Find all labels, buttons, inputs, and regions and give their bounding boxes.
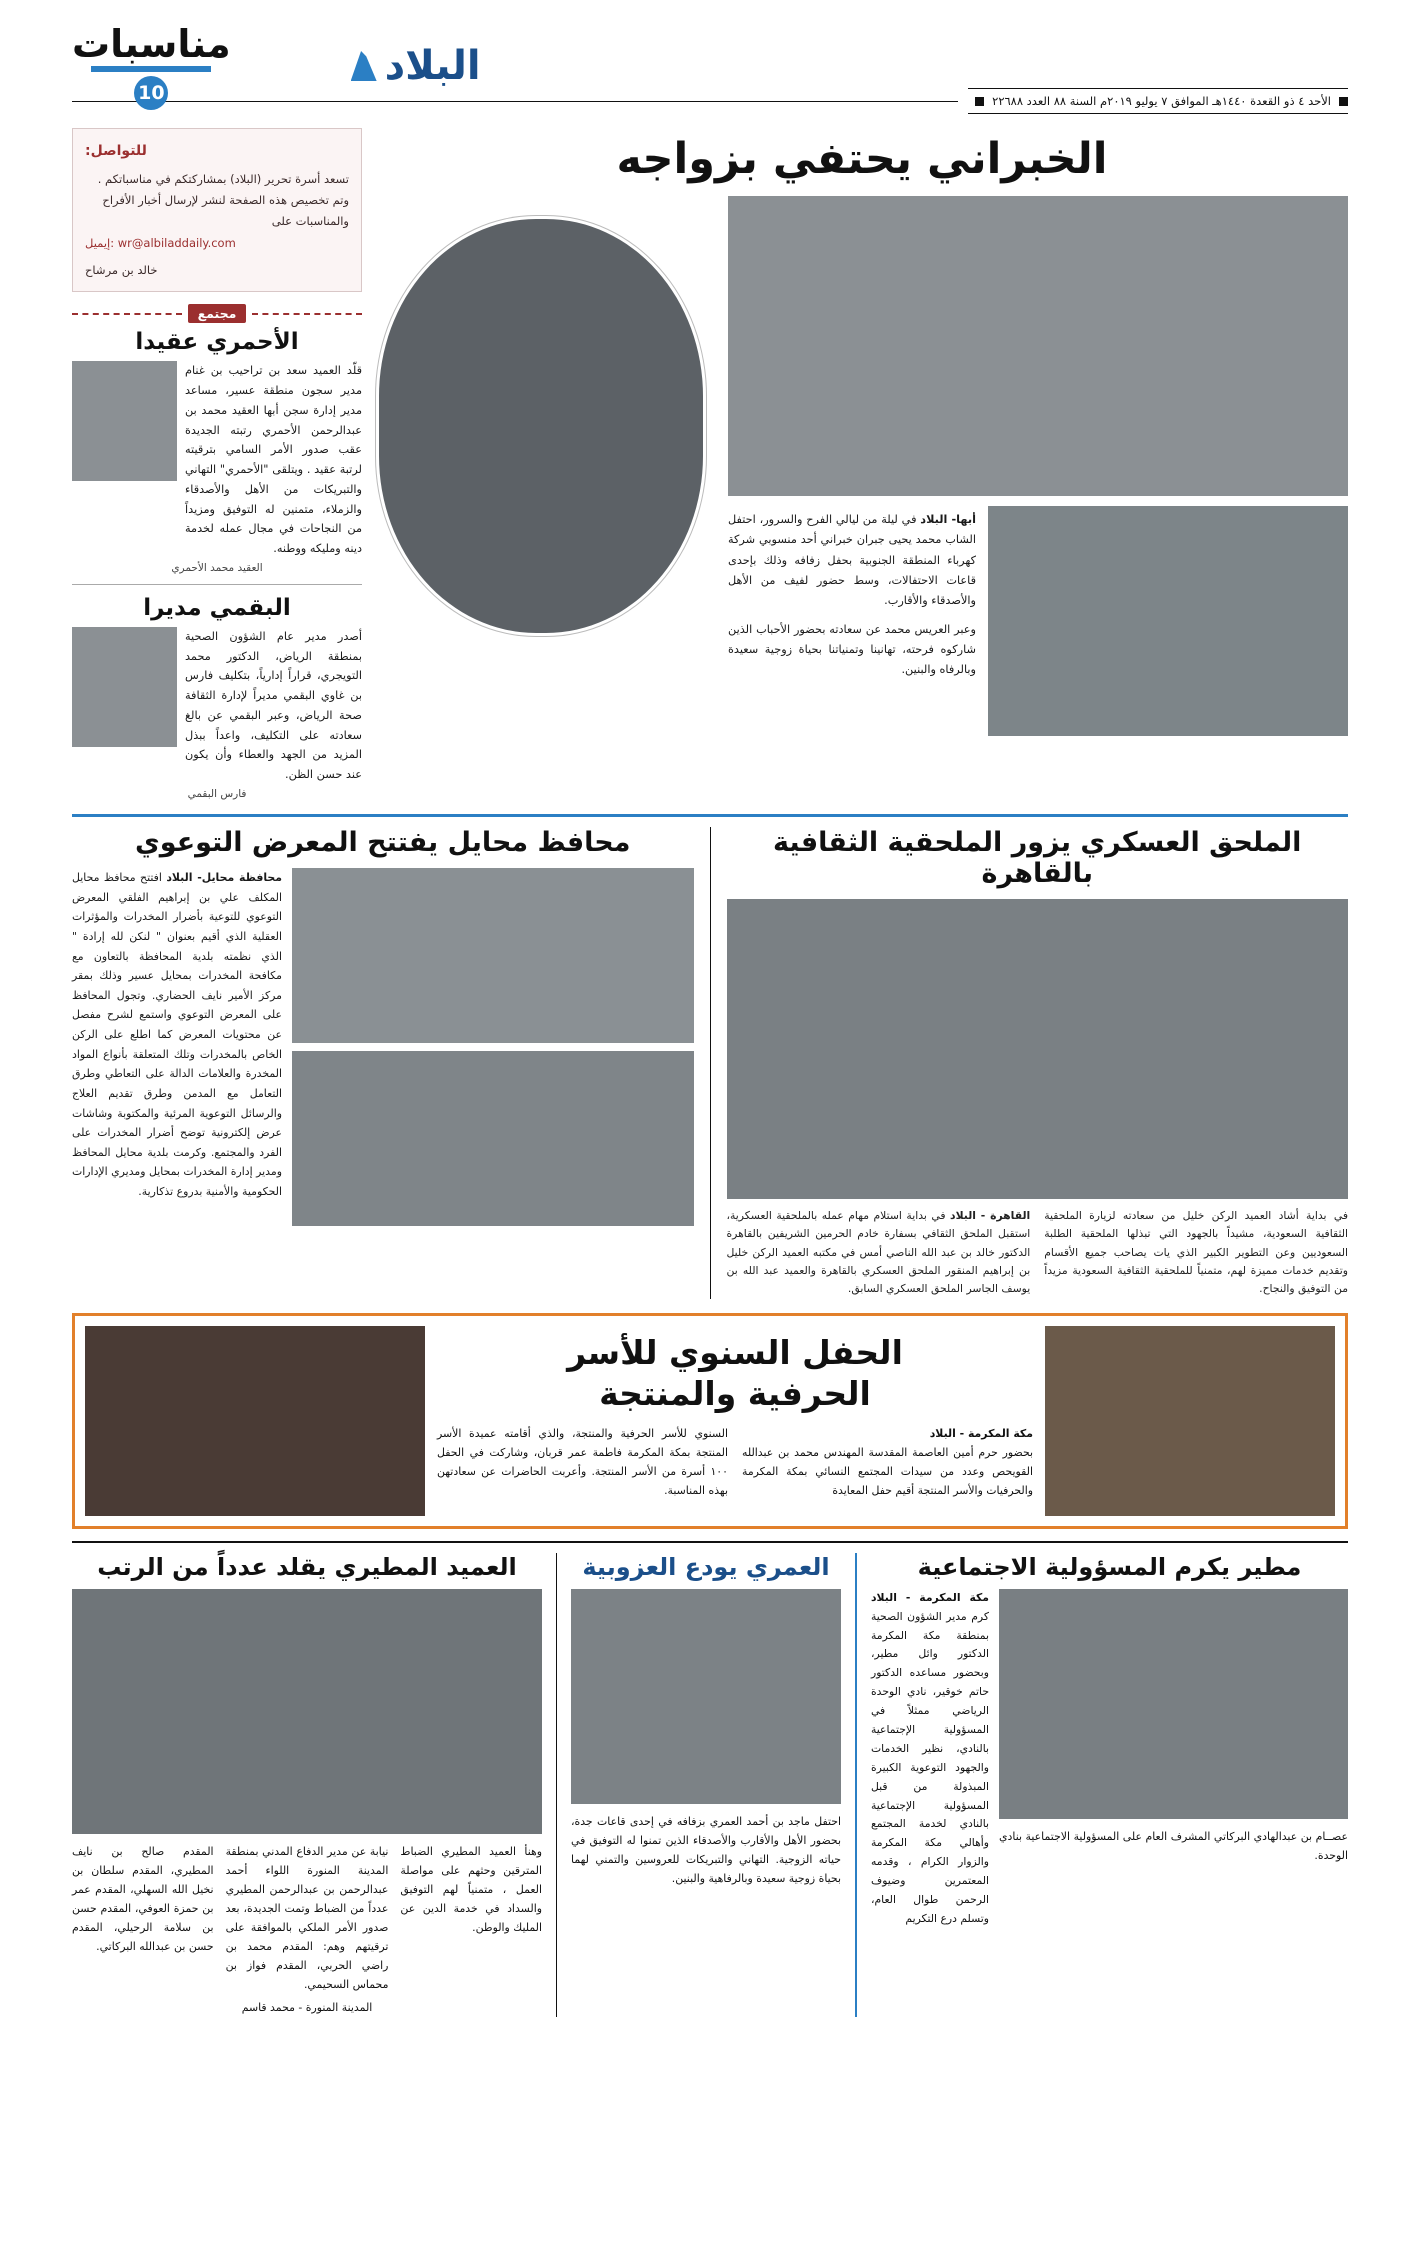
lead-secondary-photo <box>988 506 1348 736</box>
bottom-section <box>72 1553 1348 2018</box>
feature-col-right: بحضور حرم أمين العاصمة المقدسة المهندس محمد بن عبدالله القويحص وعدد من سيدات المجتمع النسائي بمكة المكرمة والحرفيات والأسر المنتجة أقيم حفل المعايدة <box>742 1446 1033 1498</box>
feature-box-annual-families <box>72 1313 1348 1529</box>
contact-signature: خالد بن مرشاح <box>85 262 158 277</box>
bullet-icon <box>975 97 984 106</box>
article-photo <box>999 1589 1348 1819</box>
article-dateline: القاهرة - البلاد <box>950 1209 1031 1222</box>
section-divider-blue <box>72 814 1348 817</box>
side-article-caption: فارس البقمي <box>187 788 247 800</box>
mid-section <box>72 827 1348 1299</box>
article-caption: في بداية أشاد العميد الركن خليل من سعادته لزيارة الملحقية الثقافية السعودية، مشيداً بالجهود التي تبذلها الملحقية الطلبة السعوديين وعن التطوير الكبير الذي يات يصاحب جميع الأقسام وتقديم خدمات مميزة لهم، متمنياً للملحقية الثقافية السعودية مزيداً من التوفيق والنجاح. <box>1044 1209 1348 1296</box>
feature-dateline: مكة المكرمة - البلاد <box>929 1427 1033 1441</box>
article-body: احتفل ماجد بن أحمد العمري بزفافه في إحدى قاعات جدة، بحضور الأهل والأقارب والأصدقاء الذين تمنوا له التوفيق في حياته الزوجية. التهاني والتبريكات للعروسين والتمني لهما بحياة زوجية سعيدة وبالرفاهية والبنين. <box>571 1814 841 1885</box>
divider <box>72 584 362 585</box>
dateline-text: الأحد ٤ ذو القعدة ١٤٤٠هـ الموافق ٧ يوليو ٢٠١٩م السنة ٨٨ العدد ٢٢٦٨٨ <box>992 94 1331 108</box>
feature-headline <box>437 1332 1033 1415</box>
article-dateline: مكة المكرمة - البلاد <box>871 1590 989 1604</box>
column-divider <box>556 1553 557 2018</box>
contact-title: للتواصل: <box>85 143 147 159</box>
section-header <box>72 22 231 110</box>
article-alomari-wedding <box>571 1553 841 2018</box>
article-headline: الملحق العسكري يزور الملحقية الثقافية بالقاهرة <box>773 827 1302 889</box>
side-article-caption: العقيد محمد الأحمري <box>171 561 263 574</box>
feature-photo-left <box>85 1326 425 1516</box>
article-photo <box>72 1589 542 1834</box>
tag-dash-left <box>252 313 362 315</box>
sidebar-column <box>72 128 362 800</box>
feature-photo-right <box>1045 1326 1335 1516</box>
feature-headline-line2: الحرفية والمنتجة <box>599 1373 871 1413</box>
society-tag-label: مجتمع <box>188 304 247 323</box>
contact-body: تسعد أسرة تحرير (البلاد) بمشاركتكم في مناسباتكم . وتم تخصيص هذه الصفحة لنشر لإرسال أخبار الأفراح والمناسبات على <box>97 171 349 229</box>
issue-dateline <box>968 88 1348 114</box>
page-number-badge: 10 <box>134 76 168 110</box>
section-title: مناسبات <box>72 22 231 66</box>
article-body: كرم مدير الشؤون الصحية بمنطقة مكة المكرمة الدكتور وائل مطير، وبحضور مساعده الدكتور حاتم خوقير، نادي الوحدة الرياضي ممثلاً في المسؤولية الإجتماعية بالنادي، نظير الخدمات والجهود التوعوية الكبيرة المبذولة من قبل المسؤولية الإجتماعية بالنادي لخدمة المجتمع وأهالي مكة المكرمة والزوار الكرام ، وقدمه المعتمرين وضيوف الرحمن طوال العام، وتسلم درع التكريم <box>871 1609 989 1925</box>
logo-mark-icon <box>351 51 377 81</box>
article-col-4: وهنأ العميد المطيري الضباط المترقين وحثهم على مواصلة العمل ، متمنياً لهم التوفيق والسداد في خدمة الدين عن المليك والوطن. <box>400 1844 542 1935</box>
section-rule <box>91 66 211 72</box>
article-col-2: نيابة عن مدير الدفاع المدني بمنطقة المدينة المنورة اللواء أحمد عبدالرحمن بن عبدالرحمن المطيري عدداً من الضباط وتمت الجديدة، بعد صدور الأمر الملكي بالموافقة على ترقيتهم وهم: المقدم محمد بن راضي الحربي، المقدم فواز بن محماس السحيمي. <box>225 1844 389 1992</box>
article-headline: العميد المطيري يقلد عدداً من الرتب <box>97 1552 517 1581</box>
article-mahayel-exhibition <box>72 827 694 1299</box>
contact-email[interactable] <box>85 233 349 254</box>
section-divider-black <box>72 1541 1348 1543</box>
article-caption: عصــام بن عبدالهادي البركاتي المشرف العام على المسؤولية الاجتماعية بنادي الوحدة. <box>999 1829 1348 1862</box>
contact-box <box>72 128 362 292</box>
top-area <box>72 128 1348 800</box>
article-headline: العمري يودع العزوبية <box>582 1552 830 1581</box>
side-article-alahmari <box>72 329 362 574</box>
lead-story <box>376 128 1348 800</box>
article-photo <box>727 899 1349 1199</box>
newspaper-logo <box>351 43 481 89</box>
lead-body-1: في ليلة من ليالي الفرح والسرور، احتفل الشاب محمد يحيى جبران خبراني أحد منسوبي شركة كهرباء المنطقة الجنوبية بحفل زفافه وذلك بإحدى قاعات الاحتفالات، وسط حضور لفيف من الأهل والأصدقاء والأقارب. <box>728 513 976 608</box>
tag-dash-right <box>72 313 182 315</box>
article-headline: محافظ محايل يفتتح المعرض التوعوي <box>135 827 631 858</box>
column-divider <box>710 827 711 1299</box>
article-headline: مطير يكرم المسؤولية الاجتماعية <box>917 1552 1302 1581</box>
article-dateline: محافظة محايل- البلاد <box>166 871 283 884</box>
side-article-headline: الأحمري عقيدا <box>135 329 299 356</box>
feature-headline-line1: الحفل السنوي للأسر <box>567 1332 903 1372</box>
side-article-albaqami <box>72 595 362 800</box>
article-military-attache <box>727 827 1349 1299</box>
contact-email-address: wr@albiladdaily.com <box>117 235 236 250</box>
article-photo-bottom <box>292 1051 694 1226</box>
lead-headline: الخبراني يحتفي بزواجه <box>616 134 1108 184</box>
society-section-tag <box>72 304 362 323</box>
article-mateer-honors <box>871 1553 1348 2018</box>
side-article-headline: البقمي مديرا <box>143 594 291 621</box>
bullet-icon <box>1339 97 1348 106</box>
article-photo <box>571 1589 841 1804</box>
contact-email-label: إيميل: <box>85 235 115 250</box>
lead-group-photo <box>728 196 1348 496</box>
article-body: في بداية استلام مهام عمله بالملحقية العسكرية، استقبل الملحق الثقافي بسفارة خادم الحرمين الشريفين بالقاهرة الدكتور خالد بن عبد الله الناصي أمس في مكتبه العميد الركن خليل بن إبراهيم المنقور الملحق العسكري بالقاهرة والعميد عبد الله بن يوسف الجاسر الملحق العسكري السابق. <box>726 1209 1031 1296</box>
column-divider-blue <box>855 1553 857 2018</box>
feature-col-left: السنوي للأسر الحرفية والمنتجة، والذي أقامته عميدة الأسر المنتجة بمكة المكرمة فاطمة عمر قربان، وشاركت في الحفل ١٠٠ أسرة من الأسر المنتجة. وأعربت الحاضرات عن سعادتهن بهذه المناسبة. <box>437 1427 728 1498</box>
lead-body-2: وعبر العريس محمد عن سعادته بحضور الأحباب الذين شاركوه فرحته، تهانينا وتمنياتنا بحياة زوجية سعيدة وبالرفاه والبنين. <box>728 622 976 677</box>
logo-text: البلاد <box>384 43 481 89</box>
article-body: افتتح محافظ محايل المكلف علي بن إبراهيم الفلقي المعرض التوعوي للتوعية بأضرار المخدرات والمؤثرات العقلية الذي أقيم بعنوان " لنكن لله إرادة " الذي نظمته بلدية المحافظة بالتعاون مع مكافحة المخدرات بمحايل عسير وذلك بمقر مركز الأمير نايف الحضاري. وتجول المحافظ على المعرض التوعوي واستمع لشرح مفصل عن محتويات المعرض كما اطلع على الركن الخاص بالمخدرات وتلك المتعلقة بأنواع المواد المخدرة والعلامات الدالة على التعاطي وطرق التعامل مع المدمن وطرق تقديم العلاج والرسائل التوعوية المرئية والمكتوبة وشاشات عرض إلكترونية توضح أضرار المخدرات على الفرد والمجتمع. وكرمت بلدية محايل المحافظ ومدير إدارة المخدرات بمحايل ومديري الإدارات الحكومية والأمنية بدروع تذكارية. <box>72 871 282 1198</box>
article-dateline: المدينة المنورة - محمد قاسم <box>241 2001 373 2015</box>
article-almutairi-ranks <box>72 1553 542 2018</box>
article-col-1: المقدم صالح بن نايف المطيري، المقدم سلطان بن نخيل الله السهلي، المقدم عمر بن حمزة العوفي، المقدم حسن بن سلامة الرحيلي، المقدم حسن بن عبدالله البركاتي. <box>71 1844 214 1954</box>
side-article-body: قلّد العميد سعد بن تراحيب بن غنام مدير سجون منطقة عسير، مساعد مدير إدارة سجن أبها العقيد محمد بن عبدالرحمن الأحمري رتبته الجديدة عقب صدور الأمر السامي بترقيته لرتبة عقيد . ويتلقى "الأحمري" التهاني والتبريكات من الأهل والأصدقاء والزملاء، متمنين له التوفيق ومزيداً من النجاحات في مجال عمله لخدمة دينه ومليكه ووطنه. <box>185 364 362 556</box>
side-article-photo <box>72 627 177 747</box>
side-article-body: أصدر مدير عام الشؤون الصحية بمنطقة الرياض، الدكتور محمد التويجري، قراراً إدارياً، بتكليف فارس بن غاوي البقمي مديراً لإدارة الثقافة صحة الرياض، وعبر البقمي عن بالغ سعادته على التكليف، واعداً ببذل المزيد من الجهد والعطاء وأن يكون عند حسن الظن. <box>185 629 362 782</box>
groom-portrait-photo <box>376 216 706 636</box>
article-photo-top <box>292 868 694 1043</box>
lead-dateline: أبها- البلاد <box>920 513 976 526</box>
side-article-photo <box>72 361 177 481</box>
